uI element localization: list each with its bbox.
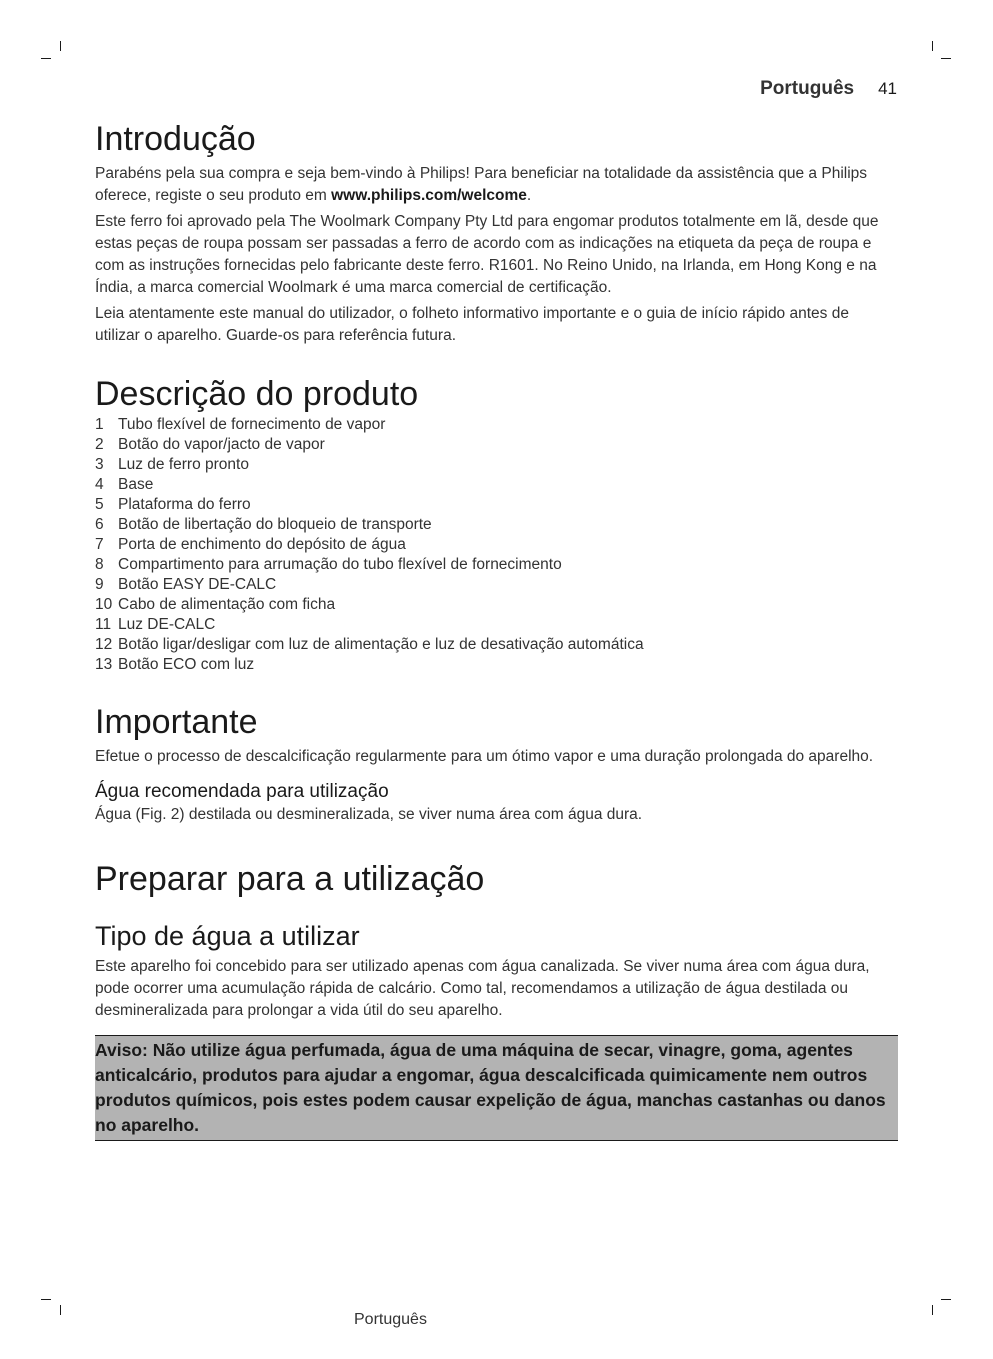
part-label: Base (118, 476, 154, 493)
part-list-item (95, 415, 898, 435)
crop-mark-top-left-v (60, 41, 61, 51)
prepare-title: Preparar para a utilização (95, 860, 485, 899)
part-list-item (95, 595, 898, 615)
section-introduction (95, 118, 898, 347)
part-label: Botão ligar/desligar com luz de alimentação e luz de desativação automática (118, 636, 644, 653)
page-header (760, 78, 897, 100)
part-number: 2 (95, 436, 104, 453)
part-list-item (95, 615, 898, 635)
intro-p1-end: . (526, 186, 532, 204)
part-list-item (95, 475, 898, 495)
part-list-item (95, 435, 898, 455)
section-important (95, 701, 898, 826)
crop-mark-top-right-h (941, 58, 951, 59)
warning-box (95, 1035, 898, 1141)
recommended-water-paragraph: Água (Fig. 2) destilada ou desmineralizada, se viver numa área com água dura. (95, 806, 643, 824)
part-number: 10 (95, 596, 113, 613)
water-type-paragraph: Este aparelho foi concebido para ser utilizado apenas com água canalizada. Se viver numa área com água dura, pode ocorrer uma acumulação rápida de calcário. Como tal, recomendamos a utilização de água destilada ou desmineralizada para prolongar a vida útil do seu aparelho. (95, 957, 870, 1019)
intro-p1-text: Parabéns pela sua compra e seja bem-vindo à Philips! Para beneficiar na totalidade da assistência que a Philips oferece, registe o seu produto em (95, 164, 868, 204)
part-label: Botão do vapor/jacto de vapor (118, 436, 325, 453)
part-number: 1 (95, 416, 104, 433)
part-number: 4 (95, 476, 104, 493)
philips-welcome-link[interactable]: www.philips.com/welcome (331, 186, 527, 204)
part-number: 13 (95, 656, 113, 673)
part-number: 8 (95, 556, 104, 573)
part-number: 5 (95, 496, 104, 513)
part-list-item (95, 575, 898, 595)
part-label: Cabo de alimentação com ficha (118, 596, 336, 613)
part-number: 11 (95, 616, 112, 633)
section-product-description (95, 373, 898, 676)
part-label: Luz de ferro pronto (118, 456, 249, 473)
page-footer: Português (354, 1311, 427, 1328)
recommended-water-subtitle: Água recomendada para utilização (95, 780, 389, 802)
intro-paragraph-2: Este ferro foi aprovado pela The Woolmark Company Pty Ltd para engomar produtos totalmente em lã, desde que estas peças de roupa possam ser passadas a ferro de acordo com as indicações na etiqueta da peça de roupa e com as instruções fornecidas pelo fabricante deste ferro. R1601. No Reino Unido, na Irlanda, em Hong Kong e na Índia, a marca comercial Woolmark é uma marca comercial de certificação. (95, 212, 879, 296)
part-label: Luz DE-CALC (118, 616, 216, 633)
important-title: Importante (95, 703, 258, 741)
part-number: 6 (95, 516, 104, 533)
intro-paragraph-3: Leia atentamente este manual do utilizador, o folheto informativo importante e o guia de início rápido antes de utilizar o aparelho. Guarde-os para referência futura. (95, 304, 849, 344)
product-description-title: Descrição do produto (95, 374, 419, 413)
parts-list (95, 415, 898, 675)
crop-mark-bottom-left-h (41, 1299, 51, 1300)
crop-mark-top-right-v (932, 41, 933, 51)
page-content (95, 118, 898, 1141)
part-label: Plataforma do ferro (118, 496, 251, 513)
part-list-item (95, 635, 898, 655)
part-number: 12 (95, 636, 113, 653)
part-label: Botão ECO com luz (118, 656, 255, 673)
introduction-title: Introdução (95, 120, 256, 158)
water-type-subtitle: Tipo de água a utilizar (95, 920, 360, 951)
part-number: 7 (95, 536, 104, 553)
part-list-item (95, 495, 898, 515)
part-list-item (95, 455, 898, 475)
part-label: Botão de libertação do bloqueio de transporte (118, 516, 432, 533)
part-label: Tubo flexível de fornecimento de vapor (118, 416, 386, 433)
part-list-item (95, 515, 898, 535)
important-paragraph: Efetue o processo de descalcificação regularmente para um ótimo vapor e uma duração prolongada do aparelho. (95, 747, 874, 765)
section-prepare-for-use (95, 858, 898, 1141)
part-label: Porta de enchimento do depósito de água (118, 536, 406, 553)
intro-paragraph-1 (95, 163, 898, 207)
crop-mark-bottom-left-v (60, 1305, 61, 1315)
part-list-item (95, 555, 898, 575)
crop-mark-bottom-right-h (941, 1299, 951, 1300)
header-language: Português (760, 78, 855, 99)
crop-mark-top-left-h (41, 58, 51, 59)
part-number: 3 (95, 456, 104, 473)
part-number: 9 (95, 576, 104, 593)
page-number: 41 (878, 79, 897, 98)
part-label: Compartimento para arrumação do tubo flexível de fornecimento (118, 556, 562, 573)
crop-mark-bottom-right-v (932, 1305, 933, 1315)
part-list-item (95, 655, 898, 675)
warning-text: Aviso: Não utilize água perfumada, água de uma máquina de secar, vinagre, goma, agentes anticalcário, produtos para ajudar a engomar, água descalcificada quimicamente nem outros produtos químicos, pois estes podem causar expelição de água, manchas castanhas ou danos no aparelho. (95, 1039, 886, 1135)
part-label: Botão EASY DE-CALC (118, 576, 277, 593)
part-list-item (95, 535, 898, 555)
